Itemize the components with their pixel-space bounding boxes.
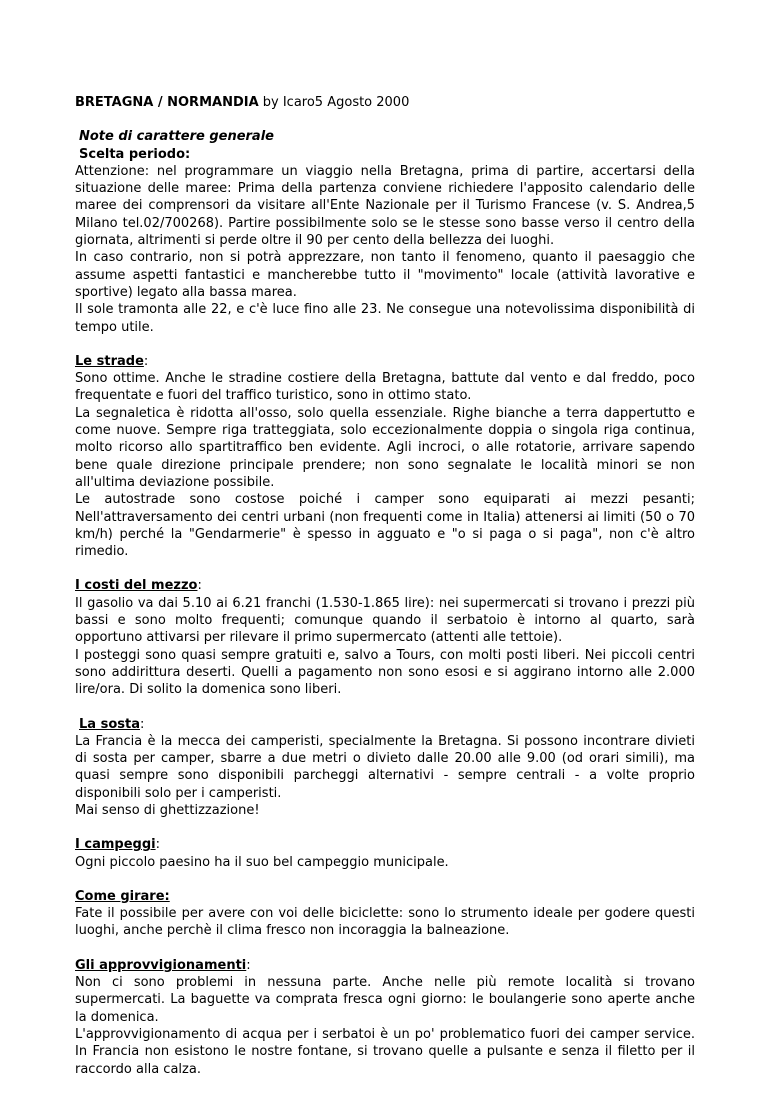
section-approvvigionamenti [75,957,695,1078]
costi-paragraph: I posteggi sono quasi sempre gratuiti e, salvo a Tours, con molti posti liberi. Nei piccoli centri sono addirittura deserti. Quelli a pagamento non sono esosi e si aggirano intorno alle 2.000 lire/ora. Di solito la domenica sono liberi. [75,647,695,698]
general-paragraph: In caso contrario, non si potrà apprezzare, non tanto il fenomeno, quanto il paesaggio che assume aspetti fantastici e mancherebbe tutto il "movimento" locale (attività lavorative e sportive) legato alla bassa marea. [75,250,695,300]
general-paragraph: Il sole tramonta alle 22, e c'è luce fino alle 23. Ne consegue una notevolissima disponibilità di tempo utile. [75,302,695,335]
approvvigionamenti-heading-colon: : [246,957,251,973]
campeggi-paragraph: Ogni piccolo paesino ha il suo bel campeggio municipale. [75,854,449,870]
campeggi-heading-colon: : [155,837,160,853]
document-byline: by Icaro5 Agosto 2000 [258,95,410,110]
general-paragraph: Attenzione: nel programmare un viaggio nella Bretagna, prima di partire, accertarsi della situazione delle maree: Prima della partenza conviene richiedere l'apposito calendario delle maree dei comprensori da visitare all'Ente Nazionale per il Turismo Francese (v. S. Andrea,5 Milano tel.02/700268). Partire possibilmente solo se le stesse sono basse verso il centro della giornata, altrimenti si perde oltre il 90 per cento della bellezza dei luoghi. [75,163,695,249]
sosta-paragraph: Mai senso di ghettizzazione! [75,802,260,818]
general-heading: Note di carattere generale [79,129,274,145]
sosta-heading-line [75,716,695,733]
campeggi-heading-line [75,836,695,853]
girare-paragraph: Fate il possibile per avere con voi delle biciclette: sono lo strumento ideale per godere questi luoghi, anche perchè il clima fresco non incoraggia la balneazione. [75,906,695,939]
girare-heading: Come girare: [75,888,170,904]
costi-heading: I costi del mezzo [75,578,198,594]
strade-paragraph: La segnaletica è ridotta all'osso, solo quella essenziale. Righe bianche a terra dappertutto e come nuove. Sempre riga tratteggiata, solo eccezionalmente doppia o singola riga continua, molto ricorso allo spartitraffico ben evidente. Agli incroci, o alle rotatorie, arrivare sapendo bene quale direzione principale prendere; non sono segnalate le località minori se non all'ultima deviazione possibile. [75,405,695,490]
document-title-line [75,94,695,111]
strade-heading: Le strade [75,353,144,369]
section-sosta [75,716,695,820]
strade-heading-colon: : [143,353,149,369]
strade-heading-line [75,353,695,370]
approvvigionamenti-paragraph: L'approvvigionamento di acqua per i serbatoi è un po' problematico fuori dei camper service. In Francia non esistono le nostre fontane, si trovano quelle a pulsante e senza il filetto per il raccordo alla calza. [75,1026,695,1077]
sosta-paragraph: La Francia è la mecca dei camperisti, specialmente la Bretagna. Si possono incontrare divieti di sosta per camper, sbarre a due metri o divieto dalle 20.00 alle 9.00 (od orari simili), ma quasi sempre sono disponibili parcheggi alternativi - sempre centrali - a volte proprio disponibili solo per i camperisti. [75,733,695,801]
sosta-heading-colon: : [139,716,145,732]
section-strade [75,353,695,561]
strade-paragraph: Sono ottime. Anche le stradine costiere della Bretagna, battute dal vento e dal freddo, poco frequentate e fuori del traffico turistico, sono in ottimo stato. [75,371,695,404]
general-subheading: Scelta periodo: [79,146,191,162]
approvvigionamenti-paragraph: Non ci sono problemi in nessuna parte. Anche nelle più remote località si trovano supermercati. La baguette va comprata fresca ogni giorno: le boulangerie sono aperte anche la domenica. [75,975,695,1025]
sosta-heading: La sosta [79,716,140,732]
approvvigionamenti-heading: Gli approvvigionamenti [75,957,247,973]
costi-heading-colon: : [197,578,202,594]
document-title: BRETAGNA / NORMANDIA [75,95,259,110]
campeggi-heading: I campeggi [75,837,156,853]
costi-heading-line [75,577,695,594]
strade-paragraph: Le autostrade sono costose poiché i camper sono equiparati ai mezzi pesanti; Nell'attraversamento dei centri urbani (non frequenti come in Italia) attenersi ai limiti (50 o 70 km/h) perché la "Gendarmerie" è spesso in agguato e "o si paga o si paga", non c'è altro rimedio. [75,492,695,560]
section-costi [75,577,695,698]
section-general [75,128,695,336]
section-campeggi [75,836,695,871]
section-girare [75,888,695,940]
costi-paragraph: Il gasolio va dai 5.10 ai 6.21 franchi (1.530-1.865 lire): nei supermercati si trovano i prezzi più bassi e sono molto frequenti; comunque quando il serbatoio è intorno al quarto, sarà opportuno attivarsi per rilevare il primo supermercato (attenti alle tettoie). [75,595,695,646]
document-page [75,94,695,1095]
approvvigionamenti-heading-line [75,957,695,974]
